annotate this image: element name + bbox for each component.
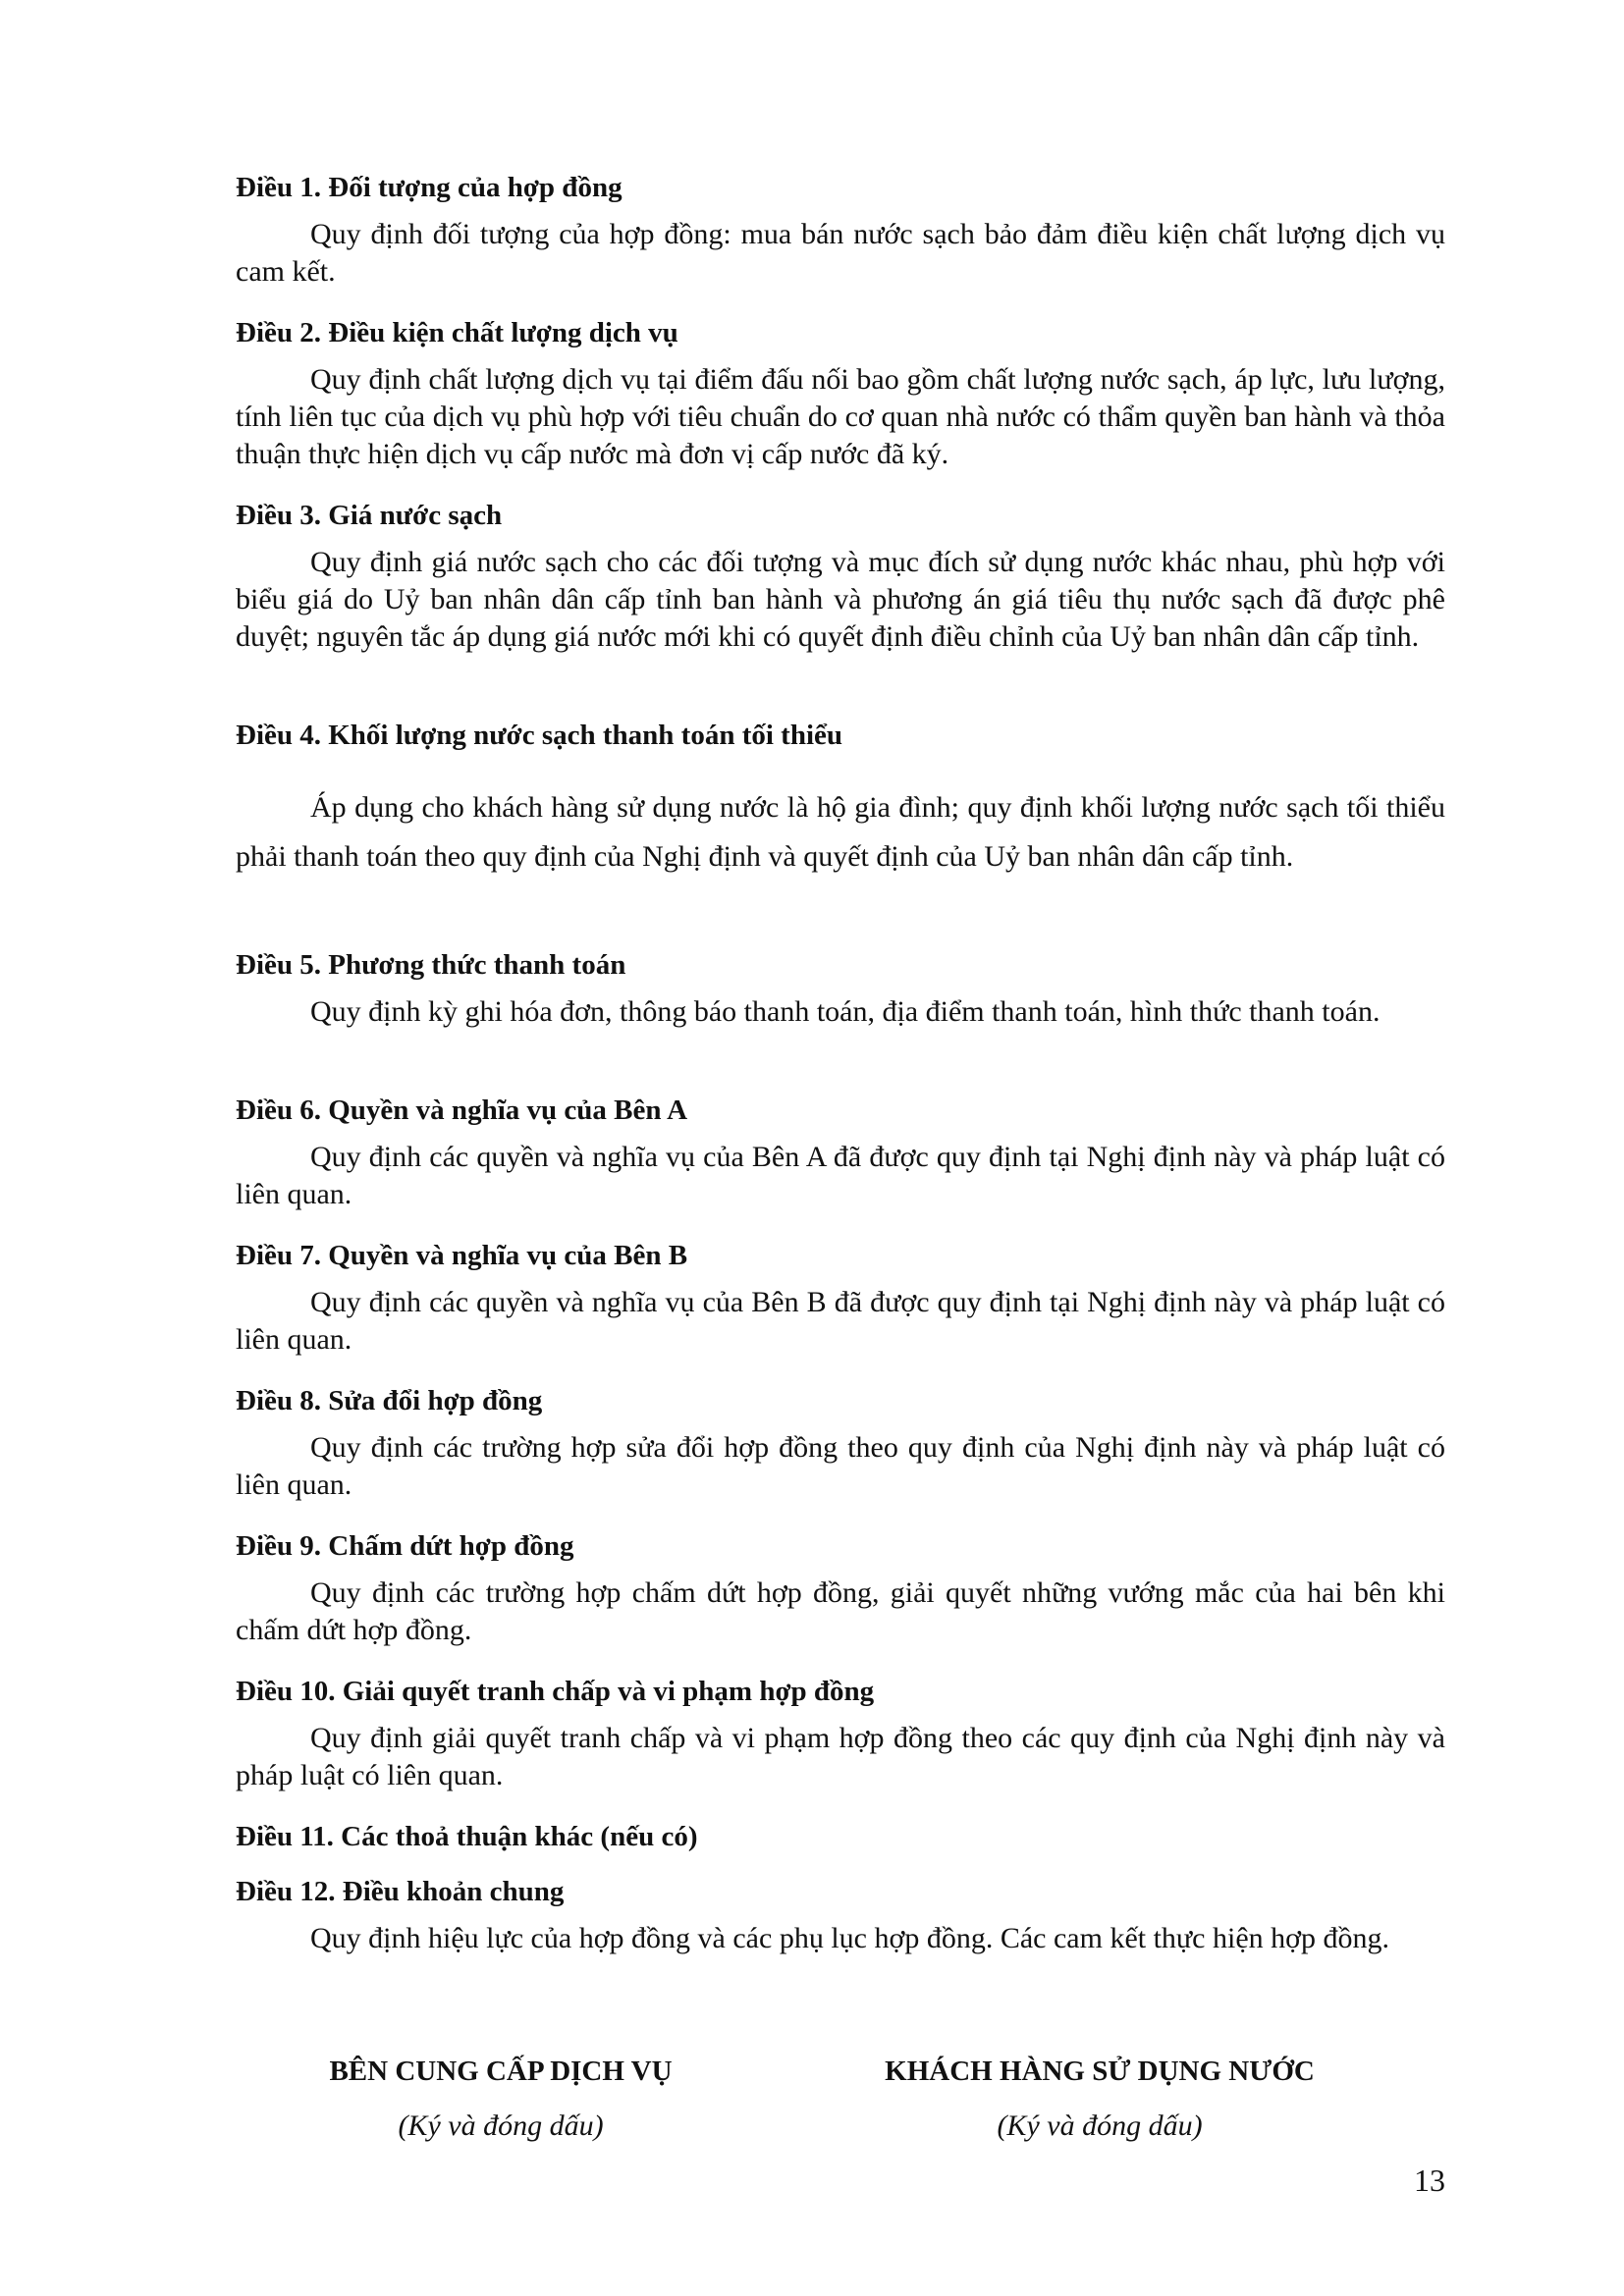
article-body: Quy định các trường hợp chấm dứt hợp đồng, giải quyết những vướng mắc của hai bên khi chấm dứt hợp đồng. [236,1576,1445,1646]
article-12 [236,1873,1445,1957]
provider-signature-note: (Ký và đóng dấu) [398,2109,604,2142]
article-body: Quy định chất lượng dịch vụ tại điểm đấu nối bao gồm chất lượng nước sạch, áp lực, lưu lượng, tính liên tục của dịch vụ phù hợp với tiêu chuẩn do cơ quan nhà nước có thẩm quyền ban hành và thỏa thuận thực hiện dịch vụ cấp nước mà đơn vị cấp nước đã ký. [236,363,1445,470]
article-heading: Điều 9. Chấm dứt hợp đồng [236,1530,574,1562]
article-body: Quy định các trường hợp sửa đổi hợp đồng theo quy định của Nghị định này và pháp luật có liên quan. [236,1431,1445,1501]
article-heading: Điều 8. Sửa đổi hợp đồng [236,1385,543,1416]
article-heading: Điều 2. Điều kiện chất lượng dịch vụ [236,317,678,348]
article-heading: Điều 3. Giá nước sạch [236,500,503,531]
article-heading: Điều 1. Đối tượng của hợp đồng [236,172,623,203]
article-8 [236,1382,1445,1504]
article-body: Quy định giải quyết tranh chấp và vi phạm hợp đồng theo các quy định của Nghị định này và pháp luật có liên quan. [236,1722,1445,1791]
article-4 [236,717,1445,881]
article-heading: Điều 12. Điều khoản chung [236,1876,565,1907]
document-page [236,0,1445,2296]
article-6 [236,1092,1445,1213]
article-body: Quy định kỳ ghi hóa đơn, thông báo thanh toán, địa điểm thanh toán, hình thức thanh toán. [310,995,1380,1028]
article-body: Quy định các quyền và nghĩa vụ của Bên A đã được quy định tại Nghị định này và pháp luật có liên quan. [236,1141,1445,1210]
article-heading: Điều 10. Giải quyết tranh chấp và vi phạm hợp đồng [236,1676,875,1707]
article-heading: Điều 11. Các thoả thuận khác (nếu có) [236,1821,698,1852]
article-body: Áp dụng cho khách hàng sử dụng nước là hộ gia đình; quy định khối lượng nước sạch tối thiểu phải thanh toán theo quy định của Nghị định và quyết định của Uỷ ban nhân dân cấp tỉnh. [236,791,1445,873]
article-10 [236,1673,1445,1794]
article-11 [236,1818,1445,1855]
article-heading: Điều 6. Quyền và nghĩa vụ của Bên A [236,1095,688,1126]
article-body: Quy định các quyền và nghĩa vụ của Bên B đã được quy định tại Nghị định này và pháp luật có liên quan. [236,1286,1445,1356]
article-9 [236,1527,1445,1649]
article-1 [236,169,1445,291]
article-body: Quy định giá nước sạch cho các đối tượng và mục đích sử dụng nước khác nhau, phù hợp với biểu giá do Uỷ ban nhân dân cấp tỉnh ban hành và phương án giá tiêu thụ nước sạch đã được phê duyệt; nguyên tắc áp dụng giá nước mới khi có quyết định điều chỉnh của Uỷ ban nhân dân cấp tỉnh. [236,546,1445,653]
customer-signature-note: (Ký và đóng dấu) [997,2109,1203,2142]
provider-signature-block [275,2052,727,2146]
article-body: Quy định đối tượng của hợp đồng: mua bán nước sạch bảo đảm điều kiện chất lượng dịch vụ cam kết. [236,218,1445,288]
article-heading: Điều 7. Quyền và nghĩa vụ của Bên B [236,1240,688,1271]
article-5 [236,946,1445,1031]
article-2 [236,314,1445,473]
page-number: 13 [1414,2163,1445,2198]
provider-signature-title: BÊN CUNG CẤP DỊCH VỤ [329,2056,673,2087]
customer-signature-block [844,2052,1355,2146]
article-body: Quy định hiệu lực của hợp đồng và các phụ lục hợp đồng. Các cam kết thực hiện hợp đồng. [310,1922,1390,1954]
customer-signature-title: KHÁCH HÀNG SỬ DỤNG NƯỚC [885,2056,1315,2087]
article-heading: Điều 4. Khối lượng nước sạch thanh toán tối thiểu [236,720,843,751]
article-heading: Điều 5. Phương thức thanh toán [236,949,626,981]
article-3 [236,497,1445,656]
article-7 [236,1237,1445,1359]
